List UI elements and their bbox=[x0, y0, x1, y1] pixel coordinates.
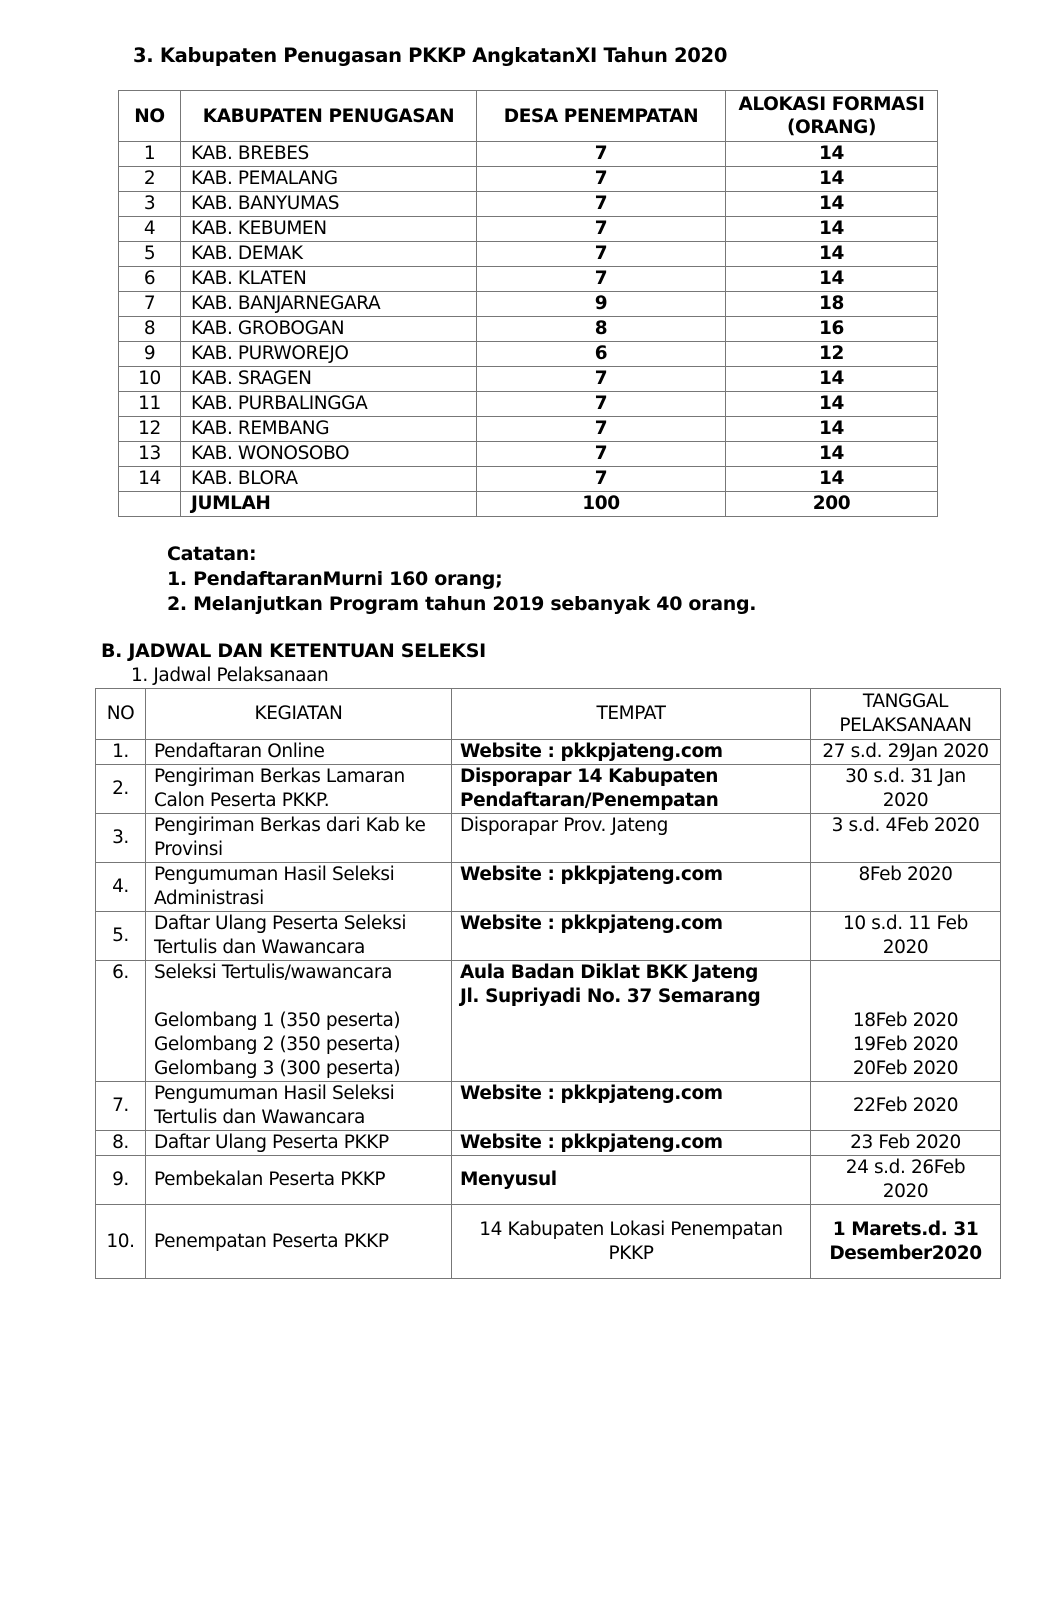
row-tempat bbox=[452, 961, 811, 1082]
row-no: 6. bbox=[96, 961, 146, 1082]
row-kegiatan-line: Gelombang 3 (300 peserta) bbox=[154, 1058, 401, 1079]
row-desa: 7 bbox=[477, 367, 726, 392]
row-kabupaten: KAB. WONOSOBO bbox=[181, 442, 477, 467]
row-alokasi: 14 bbox=[726, 167, 938, 192]
total-label: JUMLAH bbox=[181, 492, 477, 517]
row-tempat-line: Website : pkkpjateng.com bbox=[460, 913, 723, 934]
row-kabupaten: KAB. REMBANG bbox=[181, 417, 477, 442]
header-alokasi bbox=[726, 91, 938, 142]
row-tanggal bbox=[811, 1082, 1001, 1131]
table-row bbox=[119, 417, 938, 442]
table-row bbox=[119, 467, 938, 492]
row-kegiatan-line: Daftar Ulang Peserta Seleksi bbox=[154, 913, 407, 934]
row-alokasi: 14 bbox=[726, 367, 938, 392]
row-tanggal-line: 8Feb 2020 bbox=[858, 864, 953, 885]
table-row bbox=[119, 342, 938, 367]
row-kegiatan-line: Pengiriman Berkas dari Kab ke bbox=[154, 815, 426, 836]
row-no: 1. bbox=[96, 740, 146, 765]
row-no: 10. bbox=[96, 1205, 146, 1279]
row-tempat-line: Disporapar 14 Kabupaten bbox=[460, 766, 719, 787]
row-no: 5. bbox=[96, 912, 146, 961]
row-kegiatan-line: Pembekalan Peserta PKKP bbox=[154, 1169, 386, 1190]
row-tanggal bbox=[811, 740, 1001, 765]
row-kabupaten: KAB. GROBOGAN bbox=[181, 317, 477, 342]
table-row bbox=[119, 267, 938, 292]
row-no: 14 bbox=[119, 467, 181, 492]
header-no: NO bbox=[96, 689, 146, 740]
row-kegiatan bbox=[146, 1082, 452, 1131]
row-kegiatan-line: Tertulis dan Wawancara bbox=[154, 1107, 365, 1128]
row-kabupaten: KAB. BLORA bbox=[181, 467, 477, 492]
table-row bbox=[96, 814, 1001, 863]
table-row bbox=[96, 863, 1001, 912]
row-kegiatan-line: Seleksi Tertulis/wawancara bbox=[154, 962, 393, 983]
row-tanggal-line: 22Feb 2020 bbox=[852, 1095, 959, 1116]
row-kabupaten: KAB. BANYUMAS bbox=[181, 192, 477, 217]
row-kabupaten: KAB. BREBES bbox=[181, 142, 477, 167]
row-no: 9. bbox=[96, 1156, 146, 1205]
row-kegiatan-line: Gelombang 2 (350 peserta) bbox=[154, 1034, 401, 1055]
row-tanggal bbox=[811, 912, 1001, 961]
row-kegiatan-line: Pengiriman Berkas Lamaran bbox=[154, 766, 405, 787]
row-tempat bbox=[452, 740, 811, 765]
row-desa: 7 bbox=[477, 417, 726, 442]
row-tanggal bbox=[811, 814, 1001, 863]
row-alokasi: 14 bbox=[726, 192, 938, 217]
header-kabupaten: KABUPATEN PENUGASAN bbox=[181, 91, 477, 142]
table-row bbox=[119, 142, 938, 167]
row-no: 3. bbox=[96, 814, 146, 863]
row-tanggal-line: 3 s.d. 4Feb 2020 bbox=[831, 815, 980, 836]
row-tanggal-line: 2020 bbox=[882, 790, 929, 811]
row-tanggal-line: 2020 bbox=[882, 937, 929, 958]
row-alokasi: 18 bbox=[726, 292, 938, 317]
row-kegiatan bbox=[146, 740, 452, 765]
row-desa: 7 bbox=[477, 267, 726, 292]
row-desa: 6 bbox=[477, 342, 726, 367]
row-kegiatan-line: Penempatan Peserta PKKP bbox=[154, 1230, 389, 1252]
table-row bbox=[119, 167, 938, 192]
table-row bbox=[119, 317, 938, 342]
row-tanggal-line bbox=[811, 961, 1000, 985]
row-tanggal-line: 19Feb 2020 bbox=[852, 1034, 959, 1055]
row-tempat-line: Jl. Supriyadi No. 37 Semarang bbox=[460, 986, 761, 1007]
schedule-table bbox=[95, 688, 1001, 1279]
row-tanggal bbox=[811, 1205, 1001, 1279]
note-item-2: 2. Melanjutkan Program tahun 2019 sebanyak 40 orang. bbox=[167, 593, 757, 615]
header-desa: DESA PENEMPATAN bbox=[477, 91, 726, 142]
row-no: 7 bbox=[119, 292, 181, 317]
row-alokasi: 14 bbox=[726, 142, 938, 167]
row-desa: 7 bbox=[477, 442, 726, 467]
table-row bbox=[96, 1156, 1001, 1205]
row-tanggal-line: 1 Marets.d. 31 bbox=[832, 1218, 979, 1240]
row-kegiatan-line: Pendaftaran Online bbox=[154, 741, 325, 762]
table-row bbox=[119, 292, 938, 317]
table-row bbox=[96, 1082, 1001, 1131]
section-b-title: B. JADWAL DAN KETENTUAN SELEKSI bbox=[101, 640, 486, 662]
row-desa: 7 bbox=[477, 217, 726, 242]
row-tempat-line: Website : pkkpjateng.com bbox=[460, 1132, 723, 1153]
row-tempat-line: Pendaftaran/Penempatan bbox=[460, 790, 719, 811]
row-tanggal-line: 10 s.d. 11 Feb bbox=[842, 913, 969, 934]
row-kegiatan-line: Pengumuman Hasil Seleksi bbox=[154, 1083, 395, 1104]
row-no: 10 bbox=[119, 367, 181, 392]
row-no: 4. bbox=[96, 863, 146, 912]
row-kegiatan-line: Gelombang 1 (350 peserta) bbox=[154, 1010, 401, 1031]
kabupaten-allocation-table bbox=[118, 90, 938, 517]
notes-heading: Catatan: bbox=[167, 543, 257, 565]
total-row bbox=[119, 492, 938, 517]
row-kabupaten: KAB. KLATEN bbox=[181, 267, 477, 292]
row-no: 8 bbox=[119, 317, 181, 342]
row-kegiatan-line bbox=[154, 985, 451, 1009]
row-kegiatan bbox=[146, 863, 452, 912]
row-kegiatan-line: Daftar Ulang Peserta PKKP bbox=[154, 1132, 389, 1153]
table-row bbox=[96, 912, 1001, 961]
row-no: 7. bbox=[96, 1082, 146, 1131]
table-row bbox=[96, 765, 1001, 814]
row-desa: 7 bbox=[477, 142, 726, 167]
row-kegiatan-line: Tertulis dan Wawancara bbox=[154, 937, 365, 958]
row-tempat-line: Website : pkkpjateng.com bbox=[460, 864, 723, 885]
row-desa: 7 bbox=[477, 192, 726, 217]
row-tanggal-line: 27 s.d. 29Jan 2020 bbox=[822, 741, 989, 762]
header-tanggal bbox=[811, 689, 1001, 740]
row-tempat bbox=[452, 1131, 811, 1156]
table-row bbox=[119, 392, 938, 417]
row-no: 9 bbox=[119, 342, 181, 367]
row-tempat bbox=[452, 863, 811, 912]
row-kegiatan-line: Administrasi bbox=[154, 888, 264, 909]
header-alokasi-line2: (ORANG) bbox=[786, 117, 877, 138]
row-no: 5 bbox=[119, 242, 181, 267]
row-no: 1 bbox=[119, 142, 181, 167]
row-tanggal bbox=[811, 863, 1001, 912]
row-kegiatan bbox=[146, 814, 452, 863]
total-alokasi: 200 bbox=[726, 492, 938, 517]
row-tanggal bbox=[811, 765, 1001, 814]
row-no: 11 bbox=[119, 392, 181, 417]
note-item-1: 1. PendaftaranMurni 160 orang; bbox=[167, 568, 503, 590]
header-tempat: TEMPAT bbox=[452, 689, 811, 740]
table-row bbox=[96, 1205, 1001, 1279]
row-tanggal-line: Desember2020 bbox=[829, 1242, 982, 1264]
row-desa: 7 bbox=[477, 242, 726, 267]
row-tempat bbox=[452, 1205, 811, 1279]
row-no: 12 bbox=[119, 417, 181, 442]
row-desa: 7 bbox=[477, 167, 726, 192]
row-alokasi: 14 bbox=[726, 467, 938, 492]
row-tanggal-line bbox=[811, 985, 1000, 1009]
table-header-row bbox=[96, 689, 1001, 740]
section-3-title: 3. Kabupaten Penugasan PKKP AngkatanXI Tahun 2020 bbox=[133, 44, 728, 67]
row-tanggal-line: 20Feb 2020 bbox=[852, 1058, 959, 1079]
row-no: 8. bbox=[96, 1131, 146, 1156]
row-desa: 9 bbox=[477, 292, 726, 317]
row-tempat-line: Disporapar Prov. Jateng bbox=[460, 815, 668, 836]
row-kegiatan-line: Calon Peserta PKKP. bbox=[154, 790, 330, 811]
row-desa: 7 bbox=[477, 392, 726, 417]
row-kabupaten: KAB. PURBALINGGA bbox=[181, 392, 477, 417]
row-no: 2 bbox=[119, 167, 181, 192]
row-tanggal bbox=[811, 1131, 1001, 1156]
row-tanggal-line: 24 s.d. 26Feb bbox=[845, 1157, 966, 1178]
table-row bbox=[96, 1131, 1001, 1156]
row-desa: 8 bbox=[477, 317, 726, 342]
header-no: NO bbox=[119, 91, 181, 142]
row-no: 4 bbox=[119, 217, 181, 242]
row-tanggal-line: 30 s.d. 31 Jan bbox=[845, 766, 966, 787]
row-tempat bbox=[452, 912, 811, 961]
table-row bbox=[96, 961, 1001, 1082]
row-tanggal-line: 2020 bbox=[882, 1181, 929, 1202]
row-no: 13 bbox=[119, 442, 181, 467]
table-row bbox=[119, 442, 938, 467]
row-tempat-line: Website : pkkpjateng.com bbox=[460, 741, 723, 762]
row-alokasi: 14 bbox=[726, 242, 938, 267]
row-alokasi: 14 bbox=[726, 392, 938, 417]
table-header-row bbox=[119, 91, 938, 142]
row-kabupaten: KAB. SRAGEN bbox=[181, 367, 477, 392]
row-tanggal-line: 18Feb 2020 bbox=[852, 1010, 959, 1031]
row-kabupaten: KAB. PEMALANG bbox=[181, 167, 477, 192]
table-row bbox=[119, 242, 938, 267]
header-kegiatan: KEGIATAN bbox=[146, 689, 452, 740]
row-alokasi: 14 bbox=[726, 267, 938, 292]
total-no-cell bbox=[119, 492, 181, 517]
row-tempat-line: Menyusul bbox=[460, 1169, 557, 1190]
table-row bbox=[119, 217, 938, 242]
notes-block bbox=[167, 542, 756, 617]
row-kegiatan bbox=[146, 1156, 452, 1205]
row-kabupaten: KAB. BANJARNEGARA bbox=[181, 292, 477, 317]
row-kegiatan bbox=[146, 1131, 452, 1156]
row-alokasi: 12 bbox=[726, 342, 938, 367]
row-alokasi: 14 bbox=[726, 442, 938, 467]
section-b-subtitle: 1. Jadwal Pelaksanaan bbox=[131, 665, 329, 686]
row-tempat bbox=[452, 765, 811, 814]
row-tempat bbox=[452, 1082, 811, 1131]
row-kegiatan-line: Pengumuman Hasil Seleksi bbox=[154, 864, 395, 885]
row-alokasi: 14 bbox=[726, 417, 938, 442]
row-desa: 7 bbox=[477, 467, 726, 492]
row-kegiatan bbox=[146, 961, 452, 1082]
row-tempat bbox=[452, 1156, 811, 1205]
row-tempat-line: Aula Badan Diklat BKK Jateng bbox=[460, 962, 758, 983]
row-no: 6 bbox=[119, 267, 181, 292]
header-alokasi-line1: ALOKASI FORMASI bbox=[738, 94, 925, 115]
table-row bbox=[119, 367, 938, 392]
row-alokasi: 16 bbox=[726, 317, 938, 342]
row-kabupaten: KAB. KEBUMEN bbox=[181, 217, 477, 242]
row-kegiatan bbox=[146, 912, 452, 961]
row-no: 3 bbox=[119, 192, 181, 217]
row-kabupaten: KAB. PURWOREJO bbox=[181, 342, 477, 367]
row-tempat-line: Website : pkkpjateng.com bbox=[460, 1083, 723, 1104]
row-kegiatan bbox=[146, 1205, 452, 1279]
row-kabupaten: KAB. DEMAK bbox=[181, 242, 477, 267]
row-tanggal-line: 23 Feb 2020 bbox=[850, 1132, 961, 1153]
row-tanggal bbox=[811, 961, 1001, 1082]
row-tempat-line: PKKP bbox=[608, 1242, 654, 1264]
table-row bbox=[96, 740, 1001, 765]
row-alokasi: 14 bbox=[726, 217, 938, 242]
table-row bbox=[119, 192, 938, 217]
row-tempat-line: 14 Kabupaten Lokasi Penempatan bbox=[479, 1218, 783, 1240]
row-no: 2. bbox=[96, 765, 146, 814]
row-kegiatan-line: Provinsi bbox=[154, 839, 223, 860]
header-tanggal-line1: TANGGAL bbox=[862, 691, 949, 712]
total-desa: 100 bbox=[477, 492, 726, 517]
row-kegiatan bbox=[146, 765, 452, 814]
row-tanggal bbox=[811, 1156, 1001, 1205]
header-tanggal-line2: PELAKSANAAN bbox=[839, 715, 972, 736]
row-tempat bbox=[452, 814, 811, 863]
